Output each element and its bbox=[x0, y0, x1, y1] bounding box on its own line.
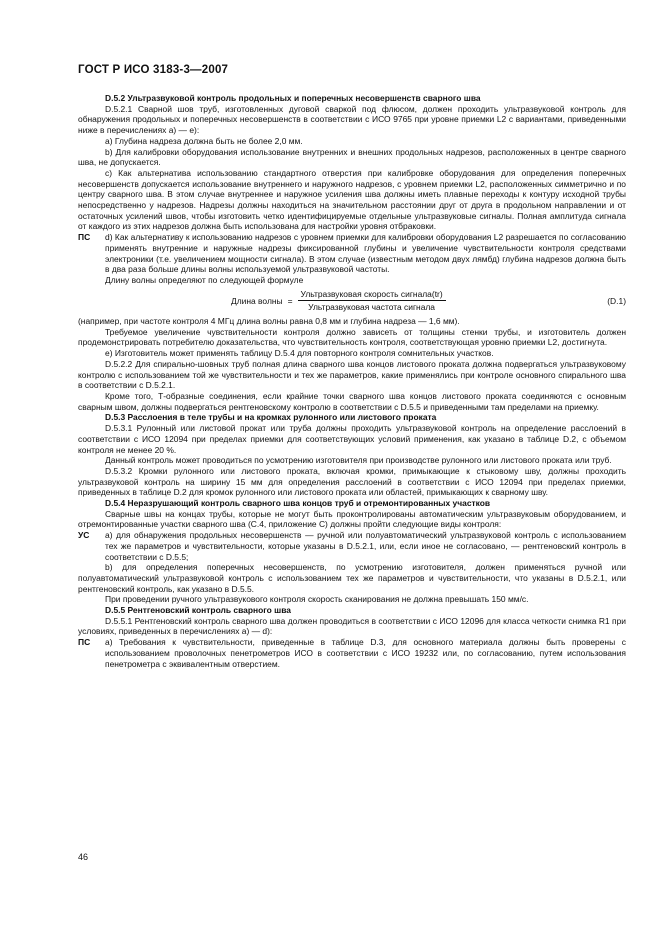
paragraph-d551: D.5.5.1 Рентгеновский контроль сварного шва должен проводиться в соответствии с ИСО 12096 для класса четкости снимка R1 при условиях, приведенных в перечислениях а) — d): bbox=[78, 615, 626, 637]
note-d54-a bbox=[78, 530, 626, 562]
wave-intro: Длину волны определяют по следующей формуле bbox=[105, 274, 304, 285]
note-d55-a bbox=[78, 637, 626, 669]
scan-speed-paragraph: При проведении ручного ультразвукового контроля скорость сканирования не должна превышать 150 мм/с. bbox=[105, 594, 529, 605]
sensitivity-paragraph: Требуемое увеличение чувствительности контроля должно зависеть от толщины стенки трубы, и изготовитель должен продемонстрировать потребителю доказательства, что чувствительность контроля, соответствующая уровню приемки L2, достигнута. bbox=[78, 326, 626, 348]
note-label: УС bbox=[78, 530, 90, 541]
section-heading-d52: D.5.2 Ультразвуковой контроль продольных и поперечных несовершенств сварного шва bbox=[105, 93, 481, 103]
note-d52-d bbox=[78, 232, 626, 275]
page-number: 46 bbox=[78, 852, 89, 862]
list-item-e: e) Изготовитель может применять таблицу D.5.4 для повторного контроля сомнительных участков. bbox=[105, 348, 494, 359]
formula-denominator: Ультразвуковая частота сигнала bbox=[308, 302, 436, 313]
formula-number: (D.1) bbox=[607, 295, 626, 306]
list-item-a: a) Глубина надреза должна быть не более 2,0 мм. bbox=[105, 135, 303, 146]
formula-numerator: Ультразвуковая скорость сигнала(tr) bbox=[298, 289, 446, 302]
paragraph-d531: D.5.3.1 Рулонный или листовой прокат или труба должны проходить ультразвуковой контроль на определение расслоений в соответствии с ИСО 12094 при пределах приемки для соответствующих условий применения, как указано в таблице D.2, с объемом контроля не менее 20 %. bbox=[78, 423, 626, 455]
standard-header: ГОСТ Р ИСО 3183-3—2007 bbox=[78, 64, 229, 76]
paragraph-d522: D.5.2.2 Для спирально-шовных труб полная длина сварного шва концов листового проката должна подвергаться ультразвуковому контролю с использованием той же чувствительности и тех же параметров, какие применялись при контроле основного спирального шва в соответствии с D.5.2.1. bbox=[78, 358, 626, 391]
page-body bbox=[78, 93, 626, 669]
note-text: d) Как альтернативу к использованию надрезов с уровнем приемки для калибровки оборудования L2 разрешается по согласованию применять внутренние и наружные надрезы фиксированной глубины и увеличение чувствительности контроля средствами электроники (т.е. увеличением мощности сигнала). В этом случае (известным методом двух лямбд) глубина надрезов должна быть в два раза больше длины волны используемой ультразвуковой частоты. bbox=[105, 232, 626, 275]
list-item-c: c) Как альтернатива использованию стандартного отверстия при калибровке оборудования для определения поперечных несовершенств допускается использование внутреннего и наружного надрезов, с уровнем приемки L2, расположенных симметрично и по центру сварного шва. В этом случае внутреннее и наружное усиления шва должны иметь плавные переходы к контуру исходной трубы непосредственно у надрезов. Надрезы должны находиться на значительном расстоянии друг от друга в продольном направлении и от остаточных усилений швов, чтобы изготовить четко идентифицируемые отдельные ультразвуковые сигналы. Полная амплитуда сигнала от каждого из этих надрезов должна быть использована для настройки уровня отбраковки. bbox=[78, 167, 626, 232]
note-label: ПС bbox=[78, 637, 91, 648]
section-heading-d55: D.5.5 Рентгеновский контроль сварного шва bbox=[105, 605, 291, 616]
note-text: a) для обнаружения продольных несовершенств — ручной или полуавтоматический ультразвуковой контроль с использованием тех же параметров и чувствительности, которые указаны в D.5.2.1, или, если иное не согласовано, — рентгеновский контроль в соответствии с D.5.5; bbox=[105, 530, 626, 562]
formula-d1 bbox=[78, 289, 626, 313]
note-label: ПС bbox=[78, 232, 91, 243]
tjoint-paragraph: Кроме того, Т-образные соединения, если крайние точки сварного шва концов листового проката соединяются с основным сварным швом, должны подвергаться рентгеновскому контролю в соответствии с D.5.5 и приведенными там пределами на приемку. bbox=[78, 390, 626, 412]
formula-lhs: Длина волны bbox=[231, 295, 283, 306]
paragraph-d532: D.5.3.2 Кромки рулонного или листового проката, включая кромки, примыкающие к стыковому шву, должны проходить ультразвуковой контроль на ширину 15 мм для определения расслоений в соответствии с ИСО 12094 при пределах приемки, приведенных в таблице D.2 для кромок рулонного или листового проката или областей, примыкающих к сварному шву. bbox=[78, 465, 626, 498]
formula-fraction bbox=[298, 289, 446, 313]
formula-example: (например, при частоте контроля 4 МГц длина волны равна 0,8 мм и глубина надреза — 1,6 мм). bbox=[78, 316, 460, 327]
section-heading-d53: D.5.3 Расслоения в теле трубы и на кромках рулонного или листового проката bbox=[105, 412, 437, 423]
list-item-d54-b: b) для определения поперечных несовершенств, по усмотрению изготовителя, должен применяться ручной или полуавтоматический ультразвуковой контроль с использованием тех же параметров и чувствительности, что указаны в D.5.2.1, или рентгеновский контроль, как указано в D.5.5. bbox=[78, 562, 626, 594]
paragraph-d521: D.5.2.1 Сварной шов труб, изготовленных дуговой сваркой под флюсом, должен проходить ультразвуковой контроль для обнаружения продольных и поперечных несовершенств в соответствии с ИСО 9765 при уровне приемки L2 с вариантами, приведенными ниже в перечислениях а) — е): bbox=[78, 103, 626, 136]
paragraph-d54: Сварные швы на концах трубы, которые не могут быть проконтролированы автоматическим ультразвуковым оборудованием, и отремонтированные участки сварного шва (С.4, приложение С) должны пройти следующие виды контроля: bbox=[78, 508, 626, 530]
section-heading-d54: D.5.4 Неразрушающий контроль сварного шва концов труб и отремонтированных участков bbox=[105, 498, 491, 509]
list-item-b: b) Для калибровки оборудования использование внутренних и внешних продольных надрезов, расположенных в центре сварного шва, не допускается. bbox=[78, 146, 626, 168]
note-text: a) Требования к чувствительности, приведенные в таблице D.3, для основного материала должны быть проверены с использованием проволочных пенетрометров ИСО в соответствии с ИСО 19232 или, по согласованию, путем использования пенетрометра с эквивалентным отверстием. bbox=[105, 637, 626, 669]
paragraph-d531-b: Данный контроль может проводиться по усмотрению изготовителя при производстве рулонного или листового проката или труб. bbox=[105, 455, 612, 466]
formula-equals: = bbox=[287, 295, 293, 306]
